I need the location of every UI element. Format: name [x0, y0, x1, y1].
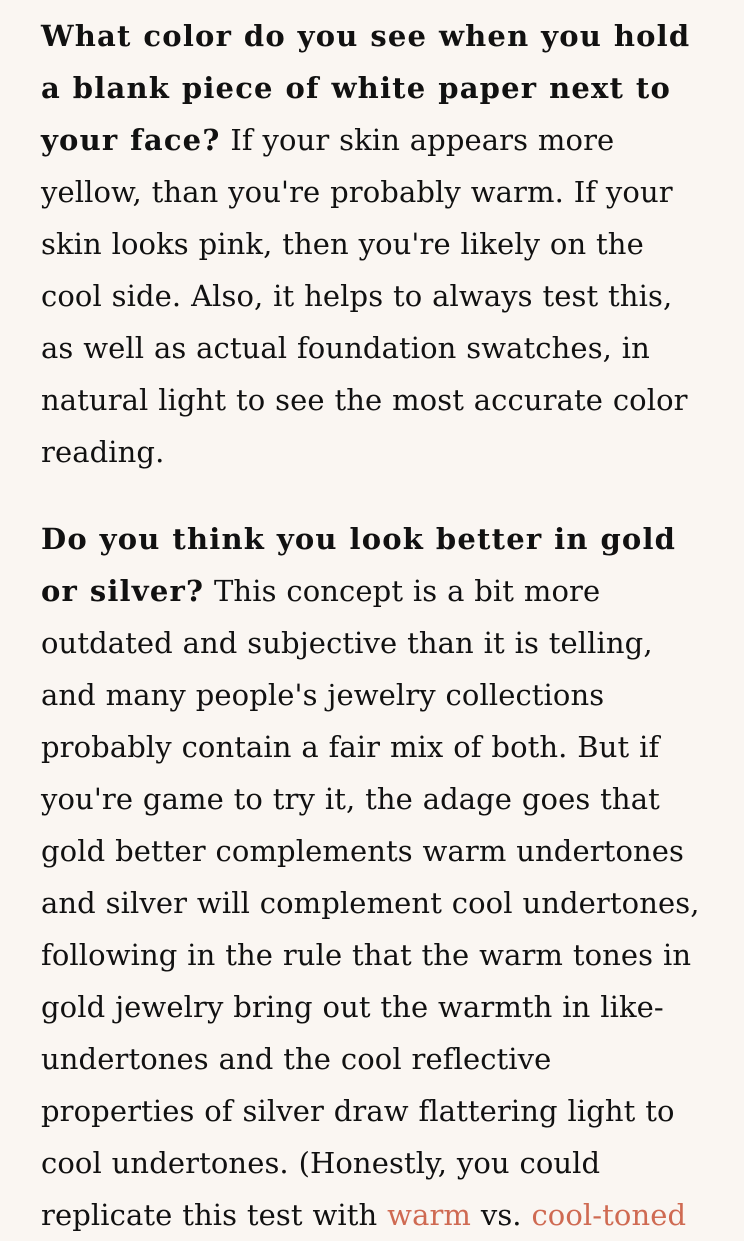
link-separator-text: vs.	[471, 1198, 532, 1232]
question-paper-test: What color do you see when you hold a blank piece of white paper next to your face?	[41, 19, 691, 157]
question-jewelry-test: Do you think you look better in gold or silver?	[41, 522, 677, 608]
answer-paper-test: If your skin appears more yellow, than you're probably warm. If your skin looks pink, then you're likely on the cool side. Also, it helps to always test this, as well as actual foundation swatches, in natural light to see the most accurate color reading.	[41, 123, 688, 469]
paragraph-jewelry-test	[41, 513, 714, 1241]
link-warm[interactable]: warm	[387, 1198, 472, 1232]
answer-jewelry-test: This concept is a bit more outdated and subjective than it is telling, and many people's jewelry collections probably contain a fair mix of both. But if you're game to try it, the adage goes that gold better complements warm undertones and silver will complement cool undertones, following in the rule that the warm tones in gold jewelry bring out the warmth in like-undertones and the cool reflective properties of silver draw flattering light to cool undertones. (Honestly, you could replicate this test with	[41, 574, 700, 1232]
link-cool-toned[interactable]: cool-toned	[531, 1198, 687, 1232]
paragraph-paper-test	[41, 10, 714, 478]
